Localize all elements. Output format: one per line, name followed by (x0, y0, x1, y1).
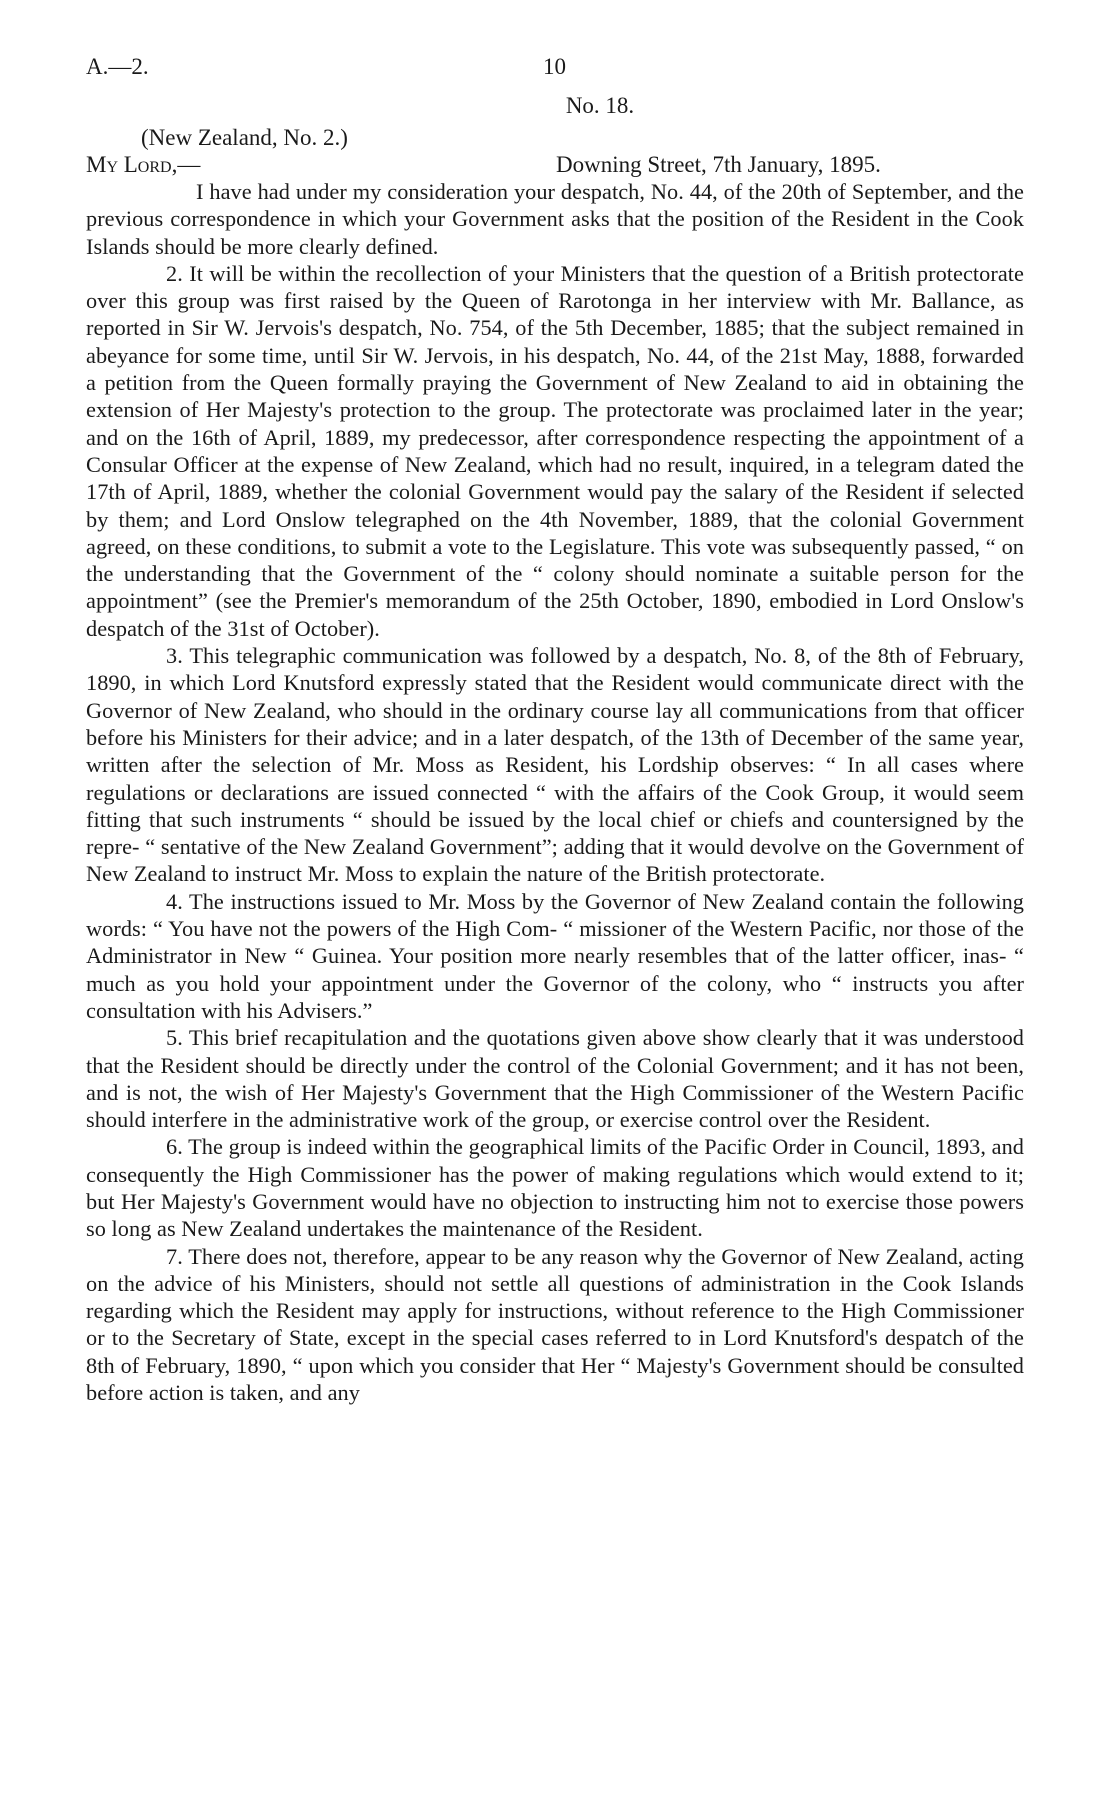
series-reference: (New Zealand, No. 2.) (141, 125, 348, 150)
document-page (86, 54, 1024, 1406)
salutation-row (86, 151, 1024, 178)
paragraph-2: 2. It will be within the recollection of your Ministers that the question of a British protectorate over this group was first raised by the Queen of Rarotonga in her interview with Mr. Ballance, as reported in Sir W. Jervois's despatch, No. 754, of the 5th December, 1885; that the subject remained in abeyance for some time, until Sir W. Jervois, in his despatch, No. 44, of the 21st May, 1888, forwarded a petition from the Queen formally praying the Government of New Zealand to aid in obtaining the extension of Her Majesty's protection to the group. The protectorate was proclaimed later in the year; and on the 16th of April, 1889, my predecessor, after correspondence respecting the appointment of a Consular Officer at the expense of New Zealand, which had no result, inquired, in a telegram dated the 17th of April, 1889, whether the colonial Government would pay the salary of the Resident if selected by them; and Lord Onslow telegraphed on the 4th November, 1889, that the colonial Government agreed, on these conditions, to submit a vote to the Legislature. This vote was subsequently passed, “ on the understanding that the Government of the “ colony should nominate a suitable person for the appointment” (see the Premier's memorandum of the 25th October, 1890, embodied in Lord Onslow's despatch of the 31st of October). (86, 260, 1024, 641)
dateline: Downing Street, 7th January, 1895. (556, 152, 881, 177)
paragraph-6: 6. The group is indeed within the geographical limits of the Pacific Order in Council, 1893, and consequently the High Commissioner has the power of making regulations which would extend to it; but Her Majesty's Government would have no objection to instructing him not to exercise those powers so long as New Zealand undertakes the maintenance of the Resident. (86, 1134, 1024, 1242)
page-header (86, 54, 1024, 88)
page-number: 10 (543, 54, 566, 79)
paragraph-4: 4. The instructions issued to Mr. Moss by the Governor of New Zealand contain the following words: “ You have not the powers of the High Com- “ missioner of the Western Pacific, nor those of the Administrator in New “ Guinea. Your position more nearly resembles that of the latter officer, inas- “ much as you hold your appointment under the Governor of the colony, who “ instructs you after consultation with his Advisers.” (86, 888, 1024, 1023)
paragraph-5: 5. This brief recapitulation and the quotations given above show clearly that it was understood that the Resident should be directly under the control of the Colonial Government; and it has not been, and is not, the wish of Her Majesty's Government that the High Commissioner of the Western Pacific should interfere in the administrative work of the group, or exercise control over the Resident. (86, 1025, 1024, 1133)
paragraph-3: 3. This telegraphic communication was followed by a despatch, No. 8, of the 8th of February, 1890, in which Lord Knutsford expressly stated that the Resident would communicate direct with the Governor of New Zealand, who should in the ordinary course lay all communications from that officer before his Ministers for their advice; and in a later despatch, of the 13th of December of the same year, written after the selection of Mr. Moss as Resident, his Lordship observes: “ In all cases where regulations or declarations are issued connected “ with the affairs of the Cook Group, it would seem fitting that such instruments “ should be issued by the local chief or chiefs and countersigned by the repre- “ sentative of the New Zealand Government”; adding that it would devolve on the Government of New Zealand to instruct Mr. Moss to explain the nature of the British protectorate. (86, 643, 1024, 887)
despatch-number: No. 18. (565, 93, 635, 118)
document-reference: A.—2. (86, 54, 149, 79)
salutation: My Lord,— (86, 152, 201, 177)
paragraph-7: 7. There does not, therefore, appear to be any reason why the Governor of New Zealand, acting on the advice of his Ministers, should not settle all questions of administration in the Cook Islands regarding which the Resident may apply for instructions, without reference to the High Commissioner or to the Secretary of State, except in the special cases referred to in Lord Knutsford's despatch of the 8th of February, 1890, “ upon which you consider that Her “ Majesty's Government should be consulted before action is taken, and any (86, 1243, 1024, 1406)
paragraph-1: I have had under my consideration your despatch, No. 44, of the 20th of September, and the previous correspondence in which your Government asks that the position of the Resident in the Cook Islands should be more clearly defined. (86, 179, 1024, 259)
